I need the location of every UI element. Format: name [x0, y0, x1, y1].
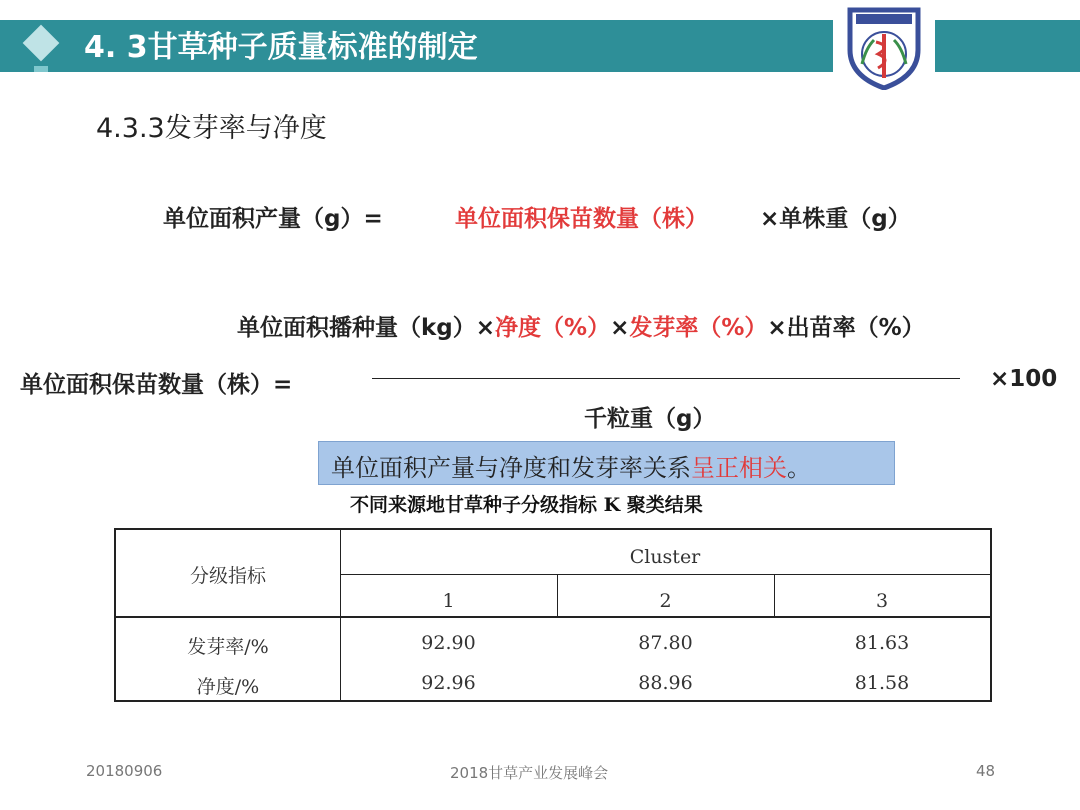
- cluster-results-table: [114, 528, 992, 702]
- title-bar-right: [935, 20, 1080, 72]
- conclusion-highlight-box: [318, 441, 895, 485]
- table-column-header: 1: [442, 590, 455, 612]
- table-cell: 87.80: [638, 632, 693, 654]
- section-subtitle: 4.3.3发芽率与净度: [96, 113, 327, 144]
- table-row-header: 分级指标: [189, 565, 266, 587]
- equation1-lhs: 单位面积产量（g）=: [163, 206, 383, 232]
- footer-page-number: 48: [976, 762, 996, 780]
- table-column-header: 3: [875, 590, 889, 612]
- table-row-label: 净度/%: [196, 676, 260, 698]
- table-cell: 81.58: [854, 672, 910, 694]
- footer-event: 2018甘草产业发展峰会: [450, 764, 609, 782]
- table-row-label: 发芽率/%: [187, 636, 269, 658]
- table-cell: 92.96: [421, 672, 476, 694]
- conclusion-text: 单位面积产量与净度和发芽率关系呈正相关。: [331, 454, 811, 482]
- equation1-rest: ×单株重（g）: [760, 206, 911, 232]
- caduceus-shield-logo-icon: [844, 4, 924, 90]
- table-group-header: Cluster: [629, 546, 701, 568]
- equation1-term-red: 单位面积保苗数量（株）: [455, 206, 708, 232]
- diamond-tail-decoration: [34, 66, 48, 72]
- equation2-multiplier: ×100: [990, 366, 1058, 392]
- equation2-numerator: 单位面积播种量（kg）×净度（%）×发芽率（%）×出苗率（%）: [237, 315, 925, 341]
- fraction-line: [372, 378, 960, 379]
- table-cell: 92.90: [421, 632, 476, 654]
- table-cell: 81.63: [854, 632, 910, 654]
- table-title: 不同来源地甘草种子分级指标 K 聚类结果: [350, 494, 703, 516]
- table-cell: 88.96: [638, 672, 693, 694]
- equation2-lhs: 单位面积保苗数量（株）=: [20, 372, 293, 398]
- footer-date: 20180906: [86, 762, 163, 780]
- equation2-denominator: 千粒重（g）: [584, 406, 716, 432]
- slide-title: 4. 3甘草种子质量标准的制定: [84, 30, 478, 65]
- table-column-header: 2: [659, 590, 672, 612]
